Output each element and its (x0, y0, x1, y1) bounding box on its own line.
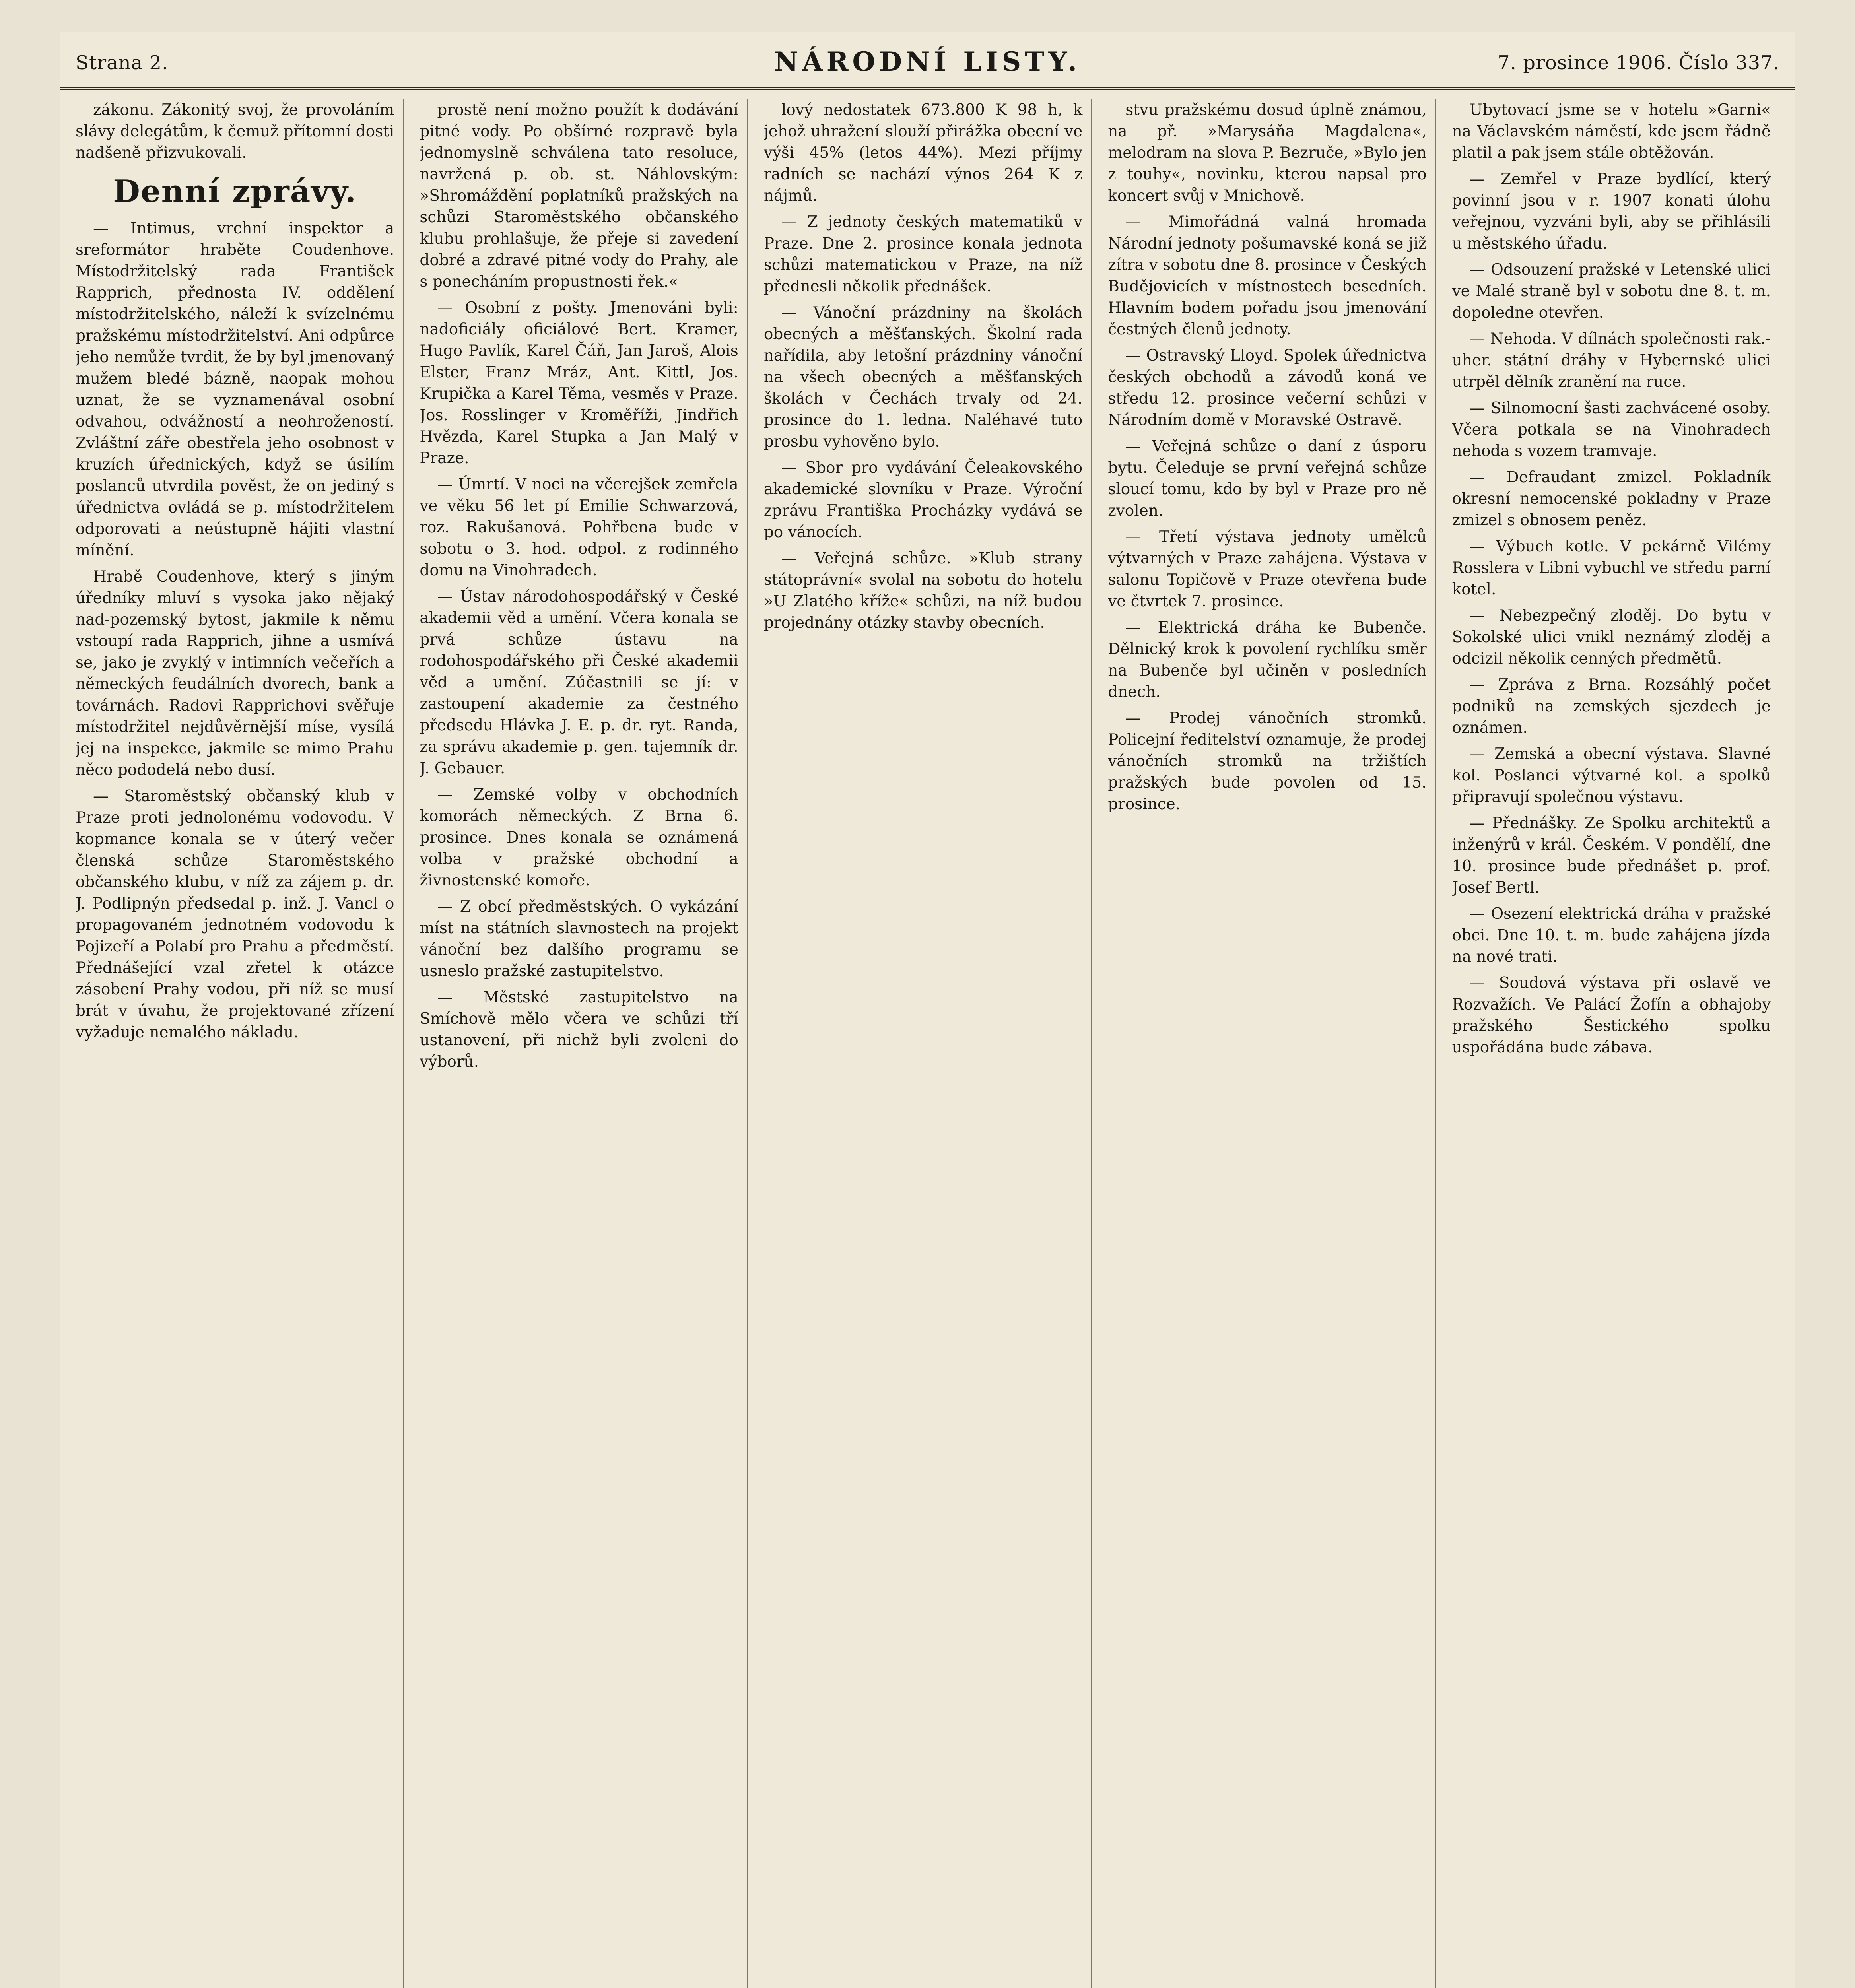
article-paragraph: — Ostravský Lloyd. Spolek úřednictva českých obchodů a závodů koná ve středu 12. prosince večerní schůzi v Národním domě v Moravské Ostravě. (1108, 347, 1427, 429)
article-paragraph: prostě není možno použít k dodávání pitné vody. Po obšírné rozpravě byla jednomyslně schválena tato resoluce, navržená p. ob. st. Náhlovským: »Shromáždění poplatníků pražských na schůzi Staroměstského občanského klubu prohlašuje, že přeje si zavedení dobré a zdravé pitné vody do Prahy, ale s ponecháním propustnosti řek.« (420, 101, 738, 291)
article-paragraph: — Sbor pro vydávání Čeleakovského akademické slovníku v Praze. Výroční zprávu Františka Procházky vydává se po vánocích. (763, 459, 1083, 541)
article-paragraph: — Prodej vánočních stromků. Policejní ředitelství oznamuje, že prodej vánočních stromků na tržištích pražských bude povolen od 15. prosince. (1108, 709, 1427, 813)
article-paragraph: — Vánoční prázdniny na školách obecných a měšťanských. Školní rada nařídila, aby letošní prázdniny vánoční na všech obecných a měšťanských školách v Čechách trvaly od 24. prosince do 1. ledna. Naléhavé tuto prosbu vyhověno bylo. (763, 304, 1083, 450)
article-paragraph: Hrabě Coudenhove, který s jiným úředníky mluví s vysoka jako nějaký nad-pozemský bytost, jakmile k němu vstoupí rada Rapprich, jihne a usmívá se, jako je zvyklý v intimních večeřích a německých feudálních dvorech, bank a továrnách. Radovi Rapprichovi svěřuje místodržitel nejdůvěrnější míse, vysílá jej na inspekce, jakmile se mimo Prahu něco pododelá nebo dusí. (76, 568, 394, 779)
article-paragraph: — Třetí výstava jednoty umělců výtvarných v Praze zahájena. Výstava v salonu Topičově v Praze otevřena bude ve čtvrtek 7. prosince. (1108, 528, 1427, 610)
article-paragraph: Ubytovací jsme se v hotelu »Garni« na Václavském náměstí, kde jsem řádně platil a pak jsem stále obtěžován. (1452, 101, 1771, 162)
page-number: Strana 2. (76, 52, 169, 74)
column-5 (1452, 99, 1779, 1988)
article-paragraph: — Mimořádná valná hromada Národní jednoty pošumavské koná se již zítra v sobotu dne 8. prosince v Českých Budějovicích v místnostech besedních. Hlavním bodem pořadu jsou jmenování čestných členů jednoty. (1108, 213, 1427, 338)
article-paragraph: — Nehoda. V dílnách společnosti rak.-uher. státní dráhy v Hybernské ulici utrpěl dělník zranění na ruce. (1452, 330, 1771, 391)
newspaper-page (60, 32, 1795, 1988)
article-paragraph: — Odsouzení pražské v Letenské ulici ve Malé straně byl v sobotu dne 8. t. m. dopoledne otevřen. (1452, 261, 1771, 322)
article-paragraph: — Z obcí předměstských. O vykázání míst na státních slavnostech na projekt vánoční bez dalšího programu se usneslo pražské zastupitelstvo. (420, 898, 738, 980)
article-paragraph: — Zpráva z Brna. Rozsáhlý počet podniků na zemských sjezdech je oznámen. (1452, 676, 1771, 737)
article-paragraph: — Úmrtí. V noci na včerejšek zemřela ve věku 56 let pí Emilie Schwarzová, roz. Rakušanová. Pohřbena bude v sobotu o 3. hod. odpol. z rodinného domu na Vinohradech. (420, 476, 738, 579)
article-paragraph: — Veřejná schůze o daní z úsporu bytu. Čeleduje se první veřejná schůze sloucí tomu, kdo by byl v Praze pro ně zvolen. (1108, 437, 1427, 520)
article-paragraph: stvu pražskému dosud úplně známou, na př. »Marysáňa Magdalena«, melodram na slova P. Bezruče, »Bylo jen z touhy«, novinku, kterou napsal pro koncert svůj v Mnichově. (1108, 101, 1427, 205)
newspaper-title: NÁRODNÍ LISTY. (774, 46, 1081, 77)
column-4 (1108, 99, 1436, 1988)
article-paragraph: — Nebezpečný zloděj. Do bytu v Sokolské ulici vnikl neznámý zloděj a odcizil několik cenných předmětů. (1452, 607, 1771, 668)
article-paragraph: — Ústav národohospodářský v České akademii věd a umění. Včera konala se prvá schůze ústavu na rodohospodářského při České akademii věd a umění. Zúčastnili se jí: v zastoupení akademie za čestného předsedu Hlávka J. E. p. dr. ryt. Randa, za správu akademie p. gen. tajemník dr. J. Gebauer. (420, 588, 738, 777)
article-paragraph: — Zemřel v Praze bydlící, který povinní jsou v r. 1907 konati úlohu veřejnou, vyzváni byli, aby se přihlásili u městského úřadu. (1452, 170, 1771, 252)
article-paragraph: — Defraudant zmizel. Pokladník okresní nemocenské pokladny v Praze zmizel s obnosem peněz. (1452, 468, 1771, 529)
section-title: Denní zprávy. (113, 173, 357, 210)
article-paragraph: — Výbuch kotle. V pekárně Vilémy Rosslera v Libni vybuchl ve středu parní kotel. (1452, 538, 1771, 598)
column-3 (764, 99, 1092, 1988)
article-paragraph: — Zemská a obecní výstava. Slavné kol. Poslanci výtvarné kol. a spolků připravují společnou výstavu. (1452, 745, 1771, 806)
article-paragraph: — Elektrická dráha ke Bubenče. Dělnický krok k povolení rychlíku směr na Bubenče byl učiněn v posledních dnech. (1108, 619, 1427, 701)
article-paragraph: — Zemské volby v obchodních komorách německých. Z Brna 6. prosince. Dnes konala se oznámená volba v pražské obchodní a živnostenské komoře. (420, 786, 738, 889)
article-paragraph: — Přednášky. Ze Spolku architektů a inženýrů v král. Českém. V pondělí, dne 10. prosince bude přednášet p. prof. Josef Bertl. (1452, 814, 1771, 897)
column-2 (420, 99, 748, 1988)
masthead (60, 44, 1795, 90)
article-paragraph: — Veřejná schůze. »Klub strany státoprávní« svolal na sobotu do hotelu »U Zlatého kříže« schůzi, na níž budou projednány otázky stavby obecních. (763, 549, 1083, 632)
lead-text: zákonu. Zákonitý svoj, že provoláním slávy delegátům, k čemuž přítomní dosti nadšeně přizvukovali. (76, 101, 394, 162)
article-columns (76, 99, 1779, 1988)
article-paragraph: — Silnomocní šasti zachvácené osoby. Včera potkala se na Vinohradech nehoda s vozem tramvaje. (1452, 399, 1771, 460)
article-paragraph: — Osezení elektrická dráha v pražské obci. Dne 10. t. m. bude zahájena jízda na nové trati. (1452, 905, 1771, 966)
article-paragraph: — Městské zastupitelstvo na Smíchově mělo včera ve schůzi tří ustanovení, při nichž byli zvoleni do výborů. (420, 988, 738, 1071)
article-paragraph: — Soudová výstava při oslavě ve Rozvažích. Ve Palácí Žofín a obhajoby pražského Šestického spolku uspořádána bude zábava. (1452, 974, 1771, 1056)
column-1 (76, 99, 404, 1988)
article-paragraph: — Staroměstský občanský klub v Praze proti jednolonému vodovodu. V kopmance konala se v úterý večer členská schůze Staroměstského občanského klubu, v níž za zájem p. dr. J. Podlipnýn předsedal p. inž. J. Vancl o propagovaném jednotném vodovodu k Pojizeří a Polabí pro Prahu a předměstí. Přednášející vzal zřetel k otázce zásobení Prahy vodou, při níž se musí brát v úvahu, že projektované zřízení vyžaduje nemalého nákladu. (76, 787, 394, 1041)
issue-date: 7. prosince 1906. Číslo 337. (1498, 52, 1779, 74)
article-paragraph: — Osobní z pošty. Jmenováni byli: nadoficiály oficiálové Bert. Kramer, Hugo Pavlík, Karel Čáň, Jan Jaroš, Alois Elster, Franz Mráz, Ant. Kittl, Jos. Krupička a Karel Těma, vesměs v Praze. Jos. Rosslinger v Kroměříži, Jindřich Hvězda, Karel Stupka a Jan Malý v Praze. (420, 299, 738, 467)
article-paragraph: — Intimus, vrchní inspektor a sreformátor hraběte Coudenhove. Místodržitelský rada František Rapprich, přednosta IV. oddělení místodržitelského, náleží k svízelnému pražskému místodržitelství. Ani odpůrce jeho nemůže tvrdit, že by byl jmenovaný mužem bledé bázně, naopak mohou uznat, že se vyznamenával osobní odvahou, odvážností a neohrožeností. Zvláštní záře obestřela jeho osobnost v kruzích úřednických, když se úsilím poslanců utvrdila pověst, že on jediný s úřednictva ovládá se p. místodržitelem odporovati a neústupně hájiti vlastní mínění. (76, 219, 394, 559)
article-paragraph: — Z jednoty českých matematiků v Praze. Dne 2. prosince konala jednota schůzi matematickou v Praze, na níž přednesli několik přednášek. (763, 213, 1083, 295)
article-paragraph: lový nedostatek 673.800 K 98 h, k jehož uhražení slouží přirážka obecní ve výši 45% (letos 44%). Mezi příjmy radních se nachází výnos 264 K z nájmů. (763, 101, 1083, 205)
